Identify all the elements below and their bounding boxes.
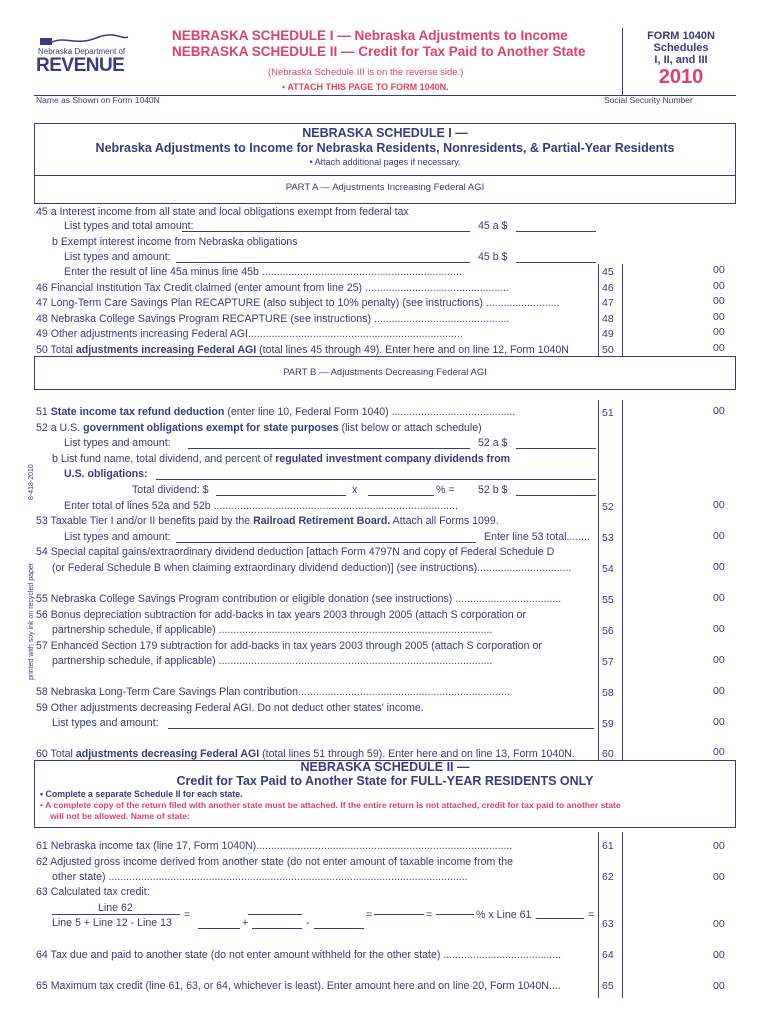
line-52a-list: List types and amount:: [64, 437, 171, 449]
schedule1-subtitle: Nebraska Adjustments to Income for Nebraska Residents, Nonresidents, & Partial-Year Residents: [95, 141, 675, 155]
cents-54[interactable]: 00: [713, 561, 725, 573]
part-b-heading: PART B — Adjustments Decreasing Federal AGI: [283, 367, 487, 378]
reverse-note: (Nebraska Schedule III is on the reverse side.): [268, 67, 464, 78]
line-52a-suffix: (list below or attach schedule): [338, 422, 482, 434]
schedule2-title: NEBRASKA SCHEDULE II —: [300, 760, 470, 774]
part-a-heading: PART A — Adjustments Increasing Federal AGI: [285, 182, 485, 193]
line-63-denominator: Line 5 + Line 12 - Line 13: [52, 917, 172, 929]
line-64-text: 64 Tax due and paid to another state (do not enter amount withheld for the other state) ........................................: [36, 949, 562, 961]
line-53-suffix: Attach all Forms 1099.: [390, 515, 499, 527]
schedule1-title: NEBRASKA SCHEDULE I —: [302, 126, 468, 140]
schedule2-note-1: • Complete a separate Schedule II for each state.: [40, 789, 243, 799]
cents-64[interactable]: 00: [713, 949, 725, 961]
line-52-enter: Enter total of lines 52a and 52b ...................................................................................: [64, 500, 458, 512]
line-52b-text: [52, 453, 510, 466]
line-45b-ref: 45 b $: [478, 251, 508, 263]
line-45b-text: b Exempt interest income from Nebraska obligations: [52, 236, 298, 248]
cents-57[interactable]: 00: [713, 654, 725, 666]
side-printed-note: printed with soy ink on recycled paper: [28, 562, 35, 680]
ref-63: 63: [602, 918, 614, 930]
line-51-prefix: 51: [36, 406, 51, 418]
cents-51[interactable]: 00: [713, 405, 725, 417]
line-45a-ref: 45 a $: [478, 220, 508, 232]
line-53-text: [36, 515, 499, 528]
logo: [36, 34, 130, 80]
ref-60: 60: [602, 748, 614, 760]
ref-65: 65: [602, 980, 614, 992]
line-53-bold: Railroad Retirement Board.: [253, 515, 391, 527]
line-50-prefix: 50 Total: [36, 344, 76, 356]
nebraska-logo-icon: [36, 34, 130, 48]
ref-58: 58: [602, 687, 614, 699]
ref-48: 48: [602, 313, 614, 325]
line-48-text: 48 Nebraska College Savings Program RECAPTURE (see instructions) ..............................................: [36, 313, 510, 325]
line-54-text-2: (or Federal Schedule B when claiming extraordinary dividend deduction)] (see instructions)................................: [52, 562, 572, 574]
line-63-xline: % x Line 61: [476, 909, 532, 921]
line-52b-dividend-field[interactable]: [216, 495, 346, 496]
line-50-text: [36, 344, 569, 357]
line-63-text: 63 Calculated tax credit:: [36, 886, 150, 898]
line-52a-amount[interactable]: [516, 448, 596, 449]
line-52b-dividend-label: Total dividend: $: [132, 484, 209, 496]
line-53-total: Enter line 53 total........: [484, 531, 590, 543]
line-52b-bold: regulated investment company dividends from: [275, 453, 511, 465]
line-45-result: Enter the result of line 45a minus line 45b ....................................................................: [64, 266, 463, 278]
ref-53: 53: [602, 532, 614, 544]
line-57-text-1: 57 Enhanced Section 179 subtraction for add-backs in tax years 2003 through 2005 (attach S corporation or: [36, 640, 542, 652]
cents-56[interactable]: 00: [713, 623, 725, 635]
line-52a-bold: government obligations exempt for state purposes: [83, 422, 339, 434]
line-63-field-bottom-b[interactable]: [252, 928, 302, 929]
line-61-text: 61 Nebraska income tax (line 17, Form 1040N).......................................................................................: [36, 840, 513, 852]
schedule1-attach-note: • Attach additional pages if necessary.: [309, 157, 461, 167]
cents-63[interactable]: 00: [713, 918, 725, 930]
line-63-field-bottom-a[interactable]: [198, 928, 240, 929]
line-49-text: 49 Other adjustments increasing Federal AGI.........................................................................: [36, 328, 463, 340]
ref-61: 61: [602, 840, 614, 852]
cents-48[interactable]: 00: [713, 311, 725, 323]
line-52b-times: x: [352, 484, 358, 496]
attach-note: • ATTACH THIS PAGE TO FORM 1040N.: [282, 82, 449, 92]
cents-49[interactable]: 00: [713, 326, 725, 338]
line-51-bold: State income tax refund deduction: [50, 406, 225, 418]
line-63-minus: -: [306, 917, 310, 929]
line-63-numerator: Line 62: [98, 902, 133, 914]
ref-49: 49: [602, 328, 614, 340]
line-47-text: 47 Long-Term Care Savings Plan RECAPTURE (also subject to 10% penalty) (see instructions) .........................: [36, 297, 560, 309]
line-63-line61-field[interactable]: [536, 918, 584, 919]
line-59-text: 59 Other adjustments decreasing Federal AGI. Do not deduct other states' income.: [36, 702, 424, 714]
line-52b-obligations: U.S. obligations:: [64, 468, 148, 480]
ref-56: 56: [602, 625, 614, 637]
line-45b-list: List types and amount:: [64, 251, 171, 263]
ref-52: 52: [602, 501, 614, 513]
line-56-text-2: partnership schedule, if applicable) .............................................................................................: [52, 624, 493, 636]
schedule2-subtitle: Credit for Tax Paid to Another State for FULL-YEAR RESIDENTS ONLY: [176, 774, 594, 788]
line-53-list: List types and amount:: [64, 531, 171, 543]
line-63-eq-2: =: [366, 909, 373, 921]
header-title-2: NEBRASKA SCHEDULE II — Credit for Tax Paid to Another State: [172, 44, 586, 59]
line-59-list: List types and amount:: [52, 717, 159, 729]
line-45a-list: List types and total amount:: [64, 220, 194, 232]
ref-54: 54: [602, 563, 614, 575]
line-50-bold: adjustments increasing Federal AGI: [75, 344, 257, 356]
line-60-bold: adjustments decreasing Federal AGI: [75, 748, 260, 760]
line-52b-percent: % =: [436, 484, 455, 496]
line-63-field-bottom-c[interactable]: [314, 928, 364, 929]
line-55-text: 55 Nebraska College Savings Program contribution or eligible donation (see instructions) ....................................: [36, 593, 562, 605]
cents-61[interactable]: 00: [713, 840, 725, 852]
cents-58[interactable]: 00: [713, 685, 725, 697]
line-63-eq-1: =: [184, 909, 191, 921]
line-45a-text: 45 a Interest income from all state and local obligations exempt from federal tax: [36, 206, 409, 218]
cents-60[interactable]: 00: [713, 746, 725, 758]
cents-50[interactable]: 00: [713, 342, 725, 354]
line-46-text: 46 Financial Institution Tax Credit claimed (enter amount from line 25) .................................................: [36, 282, 510, 294]
line-52a-text: [36, 422, 482, 435]
line-63-percent-field[interactable]: [436, 914, 474, 915]
ref-46: 46: [602, 282, 614, 294]
line-63-plus: +: [242, 917, 249, 929]
ref-64: 64: [602, 949, 614, 961]
line-52b-ref: 52 b $: [478, 484, 508, 496]
line-54-text-1: 54 Special capital gains/extraordinary dividend deduction [attach Form 4797N and copy of Federal Schedule D: [36, 546, 555, 558]
ref-62: 62: [602, 871, 614, 883]
cents-65[interactable]: 00: [713, 980, 725, 992]
line-62-text-1: 62 Adjusted gross income derived from another state (do not enter amount of taxable income from the: [36, 856, 513, 868]
cents-45[interactable]: 00: [713, 264, 725, 276]
cents-55[interactable]: 00: [713, 592, 725, 604]
header-title-1: NEBRASKA SCHEDULE I — Nebraska Adjustments to Income: [172, 28, 568, 43]
cents-62[interactable]: 00: [713, 871, 725, 883]
line-63-eq-4: =: [588, 909, 595, 921]
line-57-text-2: partnership schedule, if applicable) .............................................................................................: [52, 655, 493, 667]
line-52a-prefix: 52 a U.S.: [36, 422, 84, 434]
form-year: 2010: [658, 66, 704, 88]
cents-52[interactable]: 00: [713, 499, 725, 511]
schedule2-note-2: • A complete copy of the return filed with another state must be attached. If the entire return is not attached, credit for tax paid to another state: [40, 800, 621, 810]
line-63-field-top[interactable]: [248, 914, 302, 915]
line-45b-amount[interactable]: [516, 262, 596, 263]
line-63-ratio-field[interactable]: [374, 914, 424, 915]
ref-57: 57: [602, 656, 614, 668]
line-52b-amount[interactable]: [516, 495, 596, 496]
line-58-text: 58 Nebraska Long-Term Care Savings Plan contribution........................................................................: [36, 686, 510, 698]
side-date: 8-418-2010: [28, 464, 35, 500]
logo-revenue-text: REVENUE: [36, 55, 125, 76]
line-65-text: 65 Maximum tax credit (line 61, 63, or 64, whichever is least). Enter amount here and on line 20, Form 1040N....: [36, 980, 561, 992]
name-field[interactable]: [34, 106, 600, 120]
ssn-label: Social Security Number: [604, 95, 693, 105]
schedule2-note-3: will not be allowed. Name of state:: [50, 811, 190, 821]
ref-51: 51: [602, 407, 614, 419]
ref-55: 55: [602, 594, 614, 606]
line-51-text: [36, 406, 596, 419]
ref-59: 59: [602, 718, 614, 730]
ref-50: 50: [602, 344, 614, 356]
line-62-text-2: other state) ..........................................................................................................................: [52, 871, 468, 883]
cents-46[interactable]: 00: [713, 280, 725, 292]
form-schedules: Schedules: [653, 42, 709, 54]
form-schedules-list: I, II, and III: [654, 54, 708, 66]
line-52a-ref: 52 a $: [478, 437, 508, 449]
line-60-suffix: (total lines 51 through 59). Enter here and on line 13, Form 1040N.: [259, 748, 575, 760]
line-52b-prefix: b List fund name, total dividend, and percent of: [52, 453, 276, 465]
name-label: Name as Shown on Form 1040N: [36, 95, 160, 105]
form-label: FORM 1040N: [647, 30, 715, 42]
line-56-text-1: 56 Bonus depreciation subtraction for add-backs in tax years 2003 through 2005 (attach S corporation or: [36, 609, 526, 621]
ref-47: 47: [602, 297, 614, 309]
ssn-field[interactable]: [602, 106, 736, 120]
cents-53[interactable]: 00: [713, 530, 725, 542]
line-53-prefix: 53 Taxable Tier I and/or II benefits paid by the: [36, 515, 254, 527]
ref-45: 45: [602, 266, 614, 278]
line-63-eq-3: =: [426, 909, 433, 921]
line-51-suffix: (enter line 10, Federal Form 1040) ..........................................: [224, 406, 516, 418]
line-50-suffix: (total lines 45 through 49). Enter here and on line 12, Form 1040N: [256, 344, 569, 356]
cents-47[interactable]: 00: [713, 295, 725, 307]
cents-59[interactable]: 00: [713, 716, 725, 728]
state-name-field[interactable]: [200, 810, 720, 822]
logo-dept-text: Nebraska Department of: [38, 47, 126, 56]
line-60-prefix: 60 Total: [36, 748, 76, 760]
line-52b-percent-field[interactable]: [368, 495, 434, 496]
line-45a-amount[interactable]: [516, 231, 596, 232]
